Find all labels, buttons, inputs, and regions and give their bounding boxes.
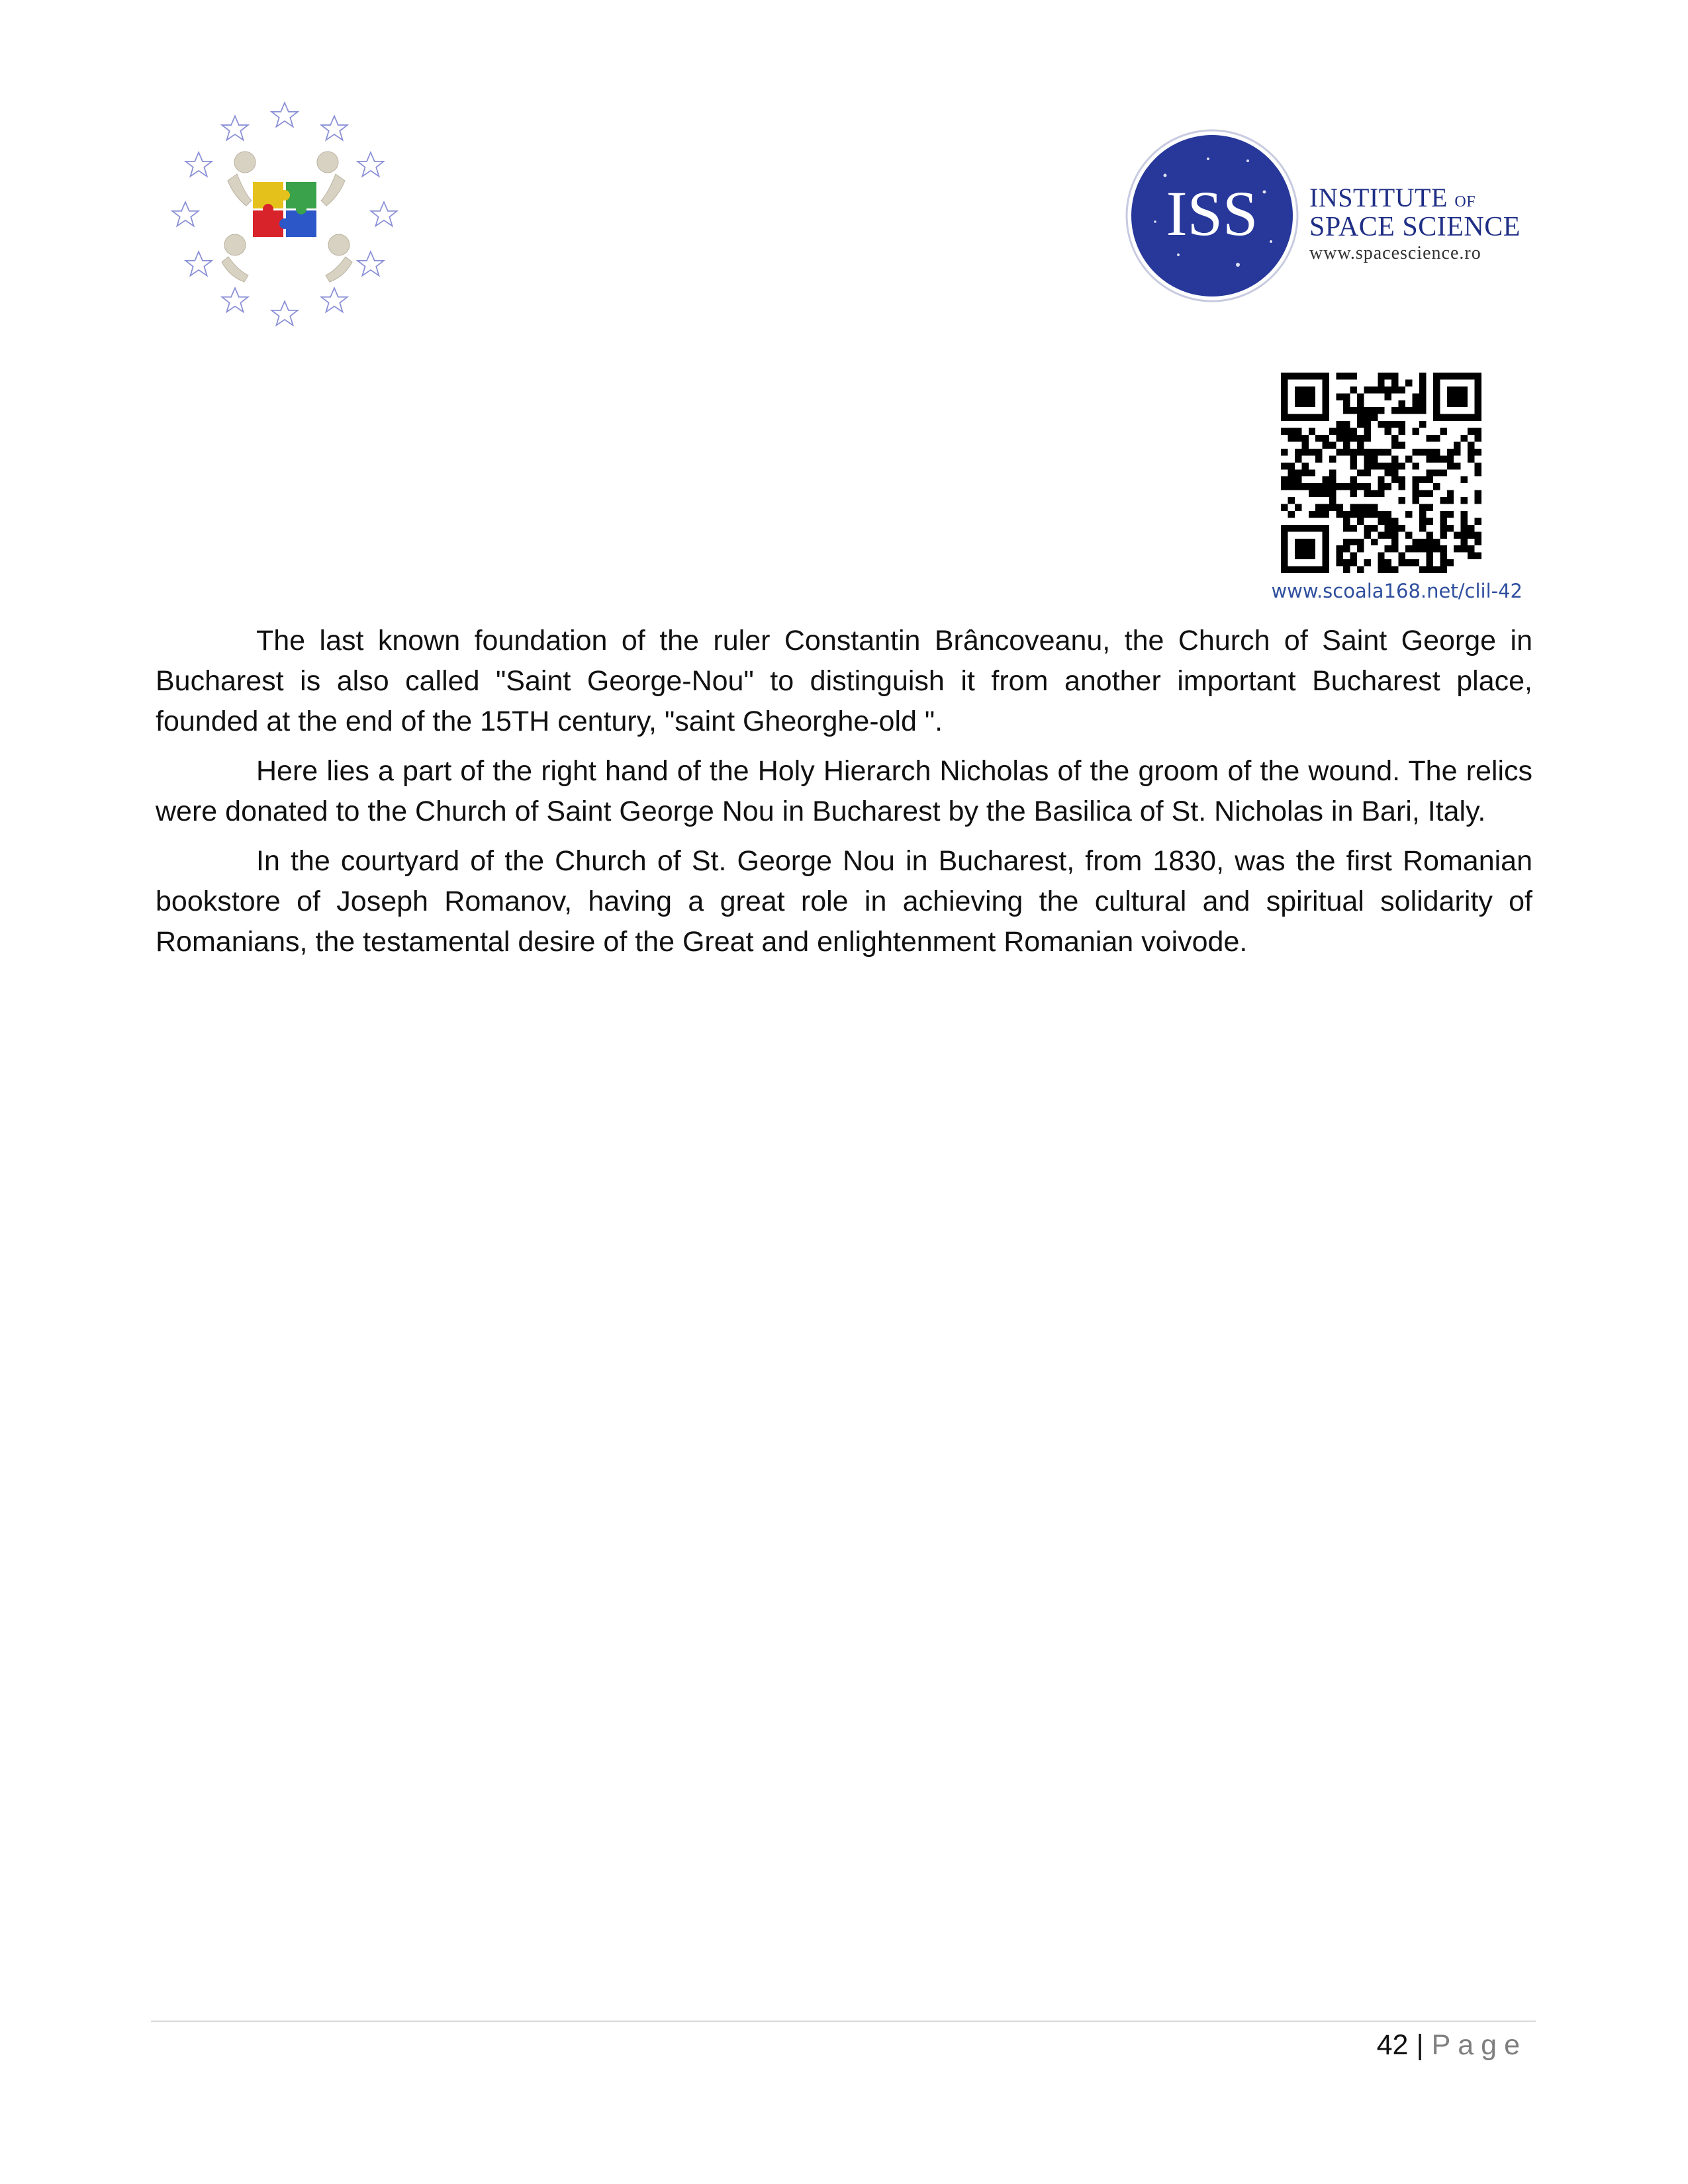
star-icon (357, 251, 384, 275)
page-number: 42 (1376, 2029, 1409, 2061)
star-icon (321, 116, 348, 140)
qr-url-link[interactable]: www.scoala168.net/clil-42 (1271, 580, 1523, 602)
paragraph: Here lies a part of the right hand of the Holy Hierarch Nicholas of the groom of the wound. The relics were donated to the Church of Saint George Nou in Bucharest by the Basilica of St. Nicholas in Bari, Italy. (156, 755, 1532, 827)
paragraph: In the courtyard of the Church of St. George Nou in Bucharest, from 1830, was the first Romanian bookstore of Joseph Romanov, having a great role in achieving the cultural and spiritual solidarity of Romanians, the testamental desire of the Great and enlightenment Romanian voivode. (156, 845, 1532, 958)
qr-code-icon (1281, 373, 1481, 573)
iss-name-line1 (1309, 182, 1476, 213)
star-icon (371, 202, 397, 226)
star-icon (222, 116, 248, 140)
star-icon (172, 202, 199, 226)
iss-of-text: OF (1454, 193, 1476, 210)
eu-puzzle-logo (165, 96, 404, 334)
iss-name-line2: SPACE SCIENCE (1309, 212, 1521, 242)
star-icon (271, 103, 298, 126)
qr-code (1281, 373, 1481, 573)
page-separator: | (1416, 2029, 1424, 2061)
star-icon (185, 251, 212, 275)
iss-monogram: ISS (1166, 178, 1258, 249)
star-icon (222, 288, 248, 312)
star-icon (357, 152, 384, 176)
star-icon (321, 288, 348, 312)
page-footer (1377, 2025, 1527, 2065)
iss-globe-icon (1125, 129, 1299, 302)
star-icon (271, 301, 298, 325)
page-label: Page (1431, 2029, 1527, 2061)
eu-puzzle-people-icon (165, 96, 404, 334)
iss-website: www.spacescience.ro (1309, 243, 1481, 263)
iss-logo (1125, 129, 1536, 304)
star-icon (185, 152, 212, 176)
footer-divider (151, 2021, 1536, 2022)
paragraph: The last known foundation of the ruler Constantin Brâncoveanu, the Church of Saint George in Bucharest is also called "Saint George-Nou" to distinguish it from another important Bucharest place, founded at the end of the 15TH century, "saint Gheorghe-old ". (156, 625, 1532, 737)
body-text (156, 621, 1532, 972)
iss-institute-text: INSTITUTE (1309, 183, 1448, 212)
